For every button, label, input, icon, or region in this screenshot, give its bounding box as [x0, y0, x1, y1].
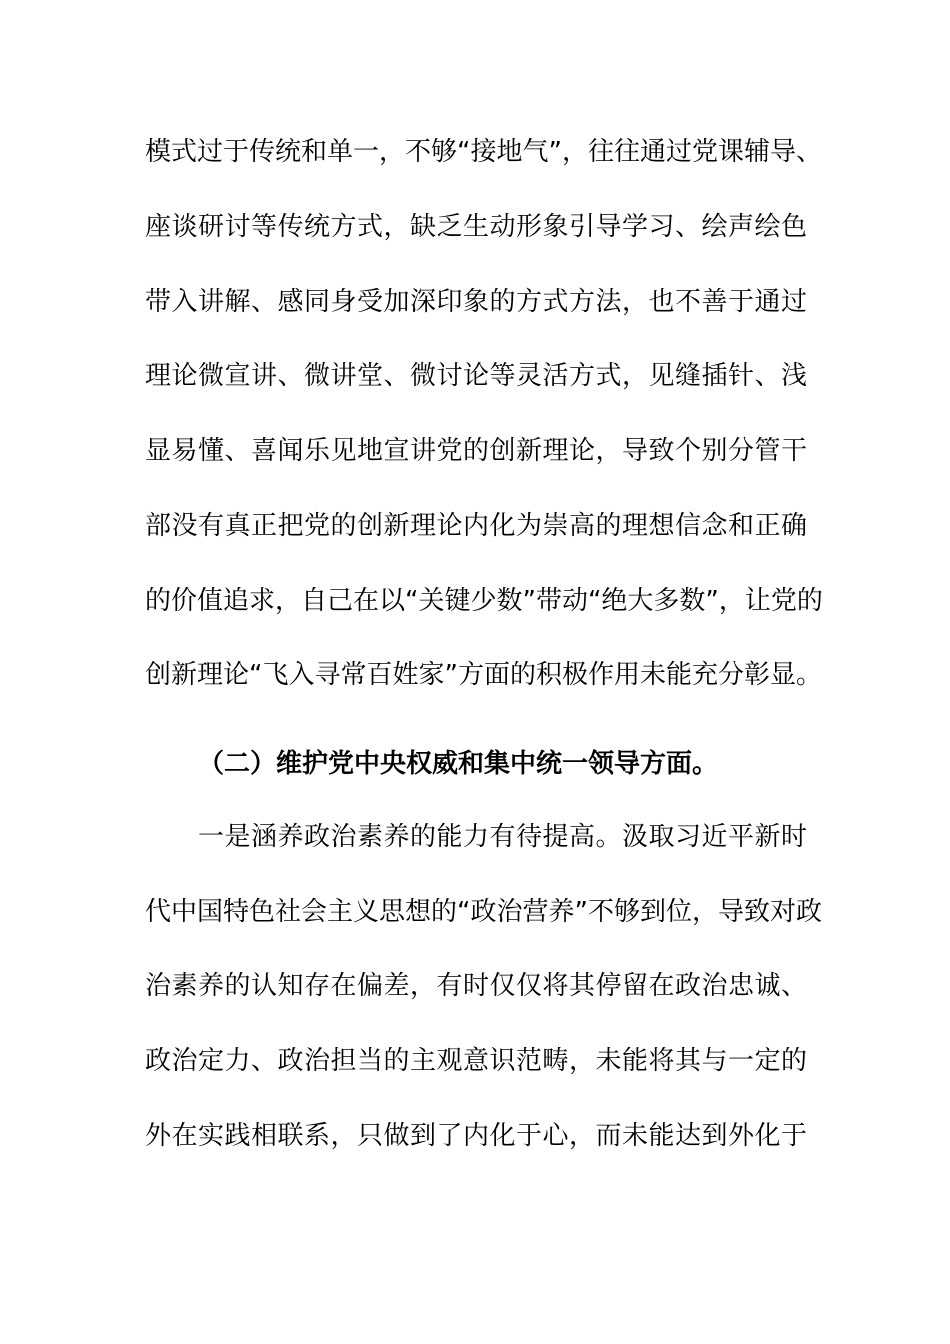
paragraph-2-line-2: 代中国特色社会主义思想的“政治营养”不够到位，导致对政: [145, 897, 822, 927]
paragraph-1-line-2: 座谈研讨等传统方式，缺乏生动形象引导学习、绘声绘色: [145, 212, 807, 242]
paragraph-1-line-5: 显易懂、喜闻乐见地宣讲党的创新理论，导致个别分管干: [145, 436, 807, 466]
paragraph-2-line-4: 政治定力、政治担当的主观意识范畴，未能将其与一定的: [145, 1046, 807, 1076]
paragraph-1-line-6: 部没有真正把党的创新理论内化为崇高的理想信念和正确: [145, 511, 807, 541]
section-heading: （二）维护党中央权威和集中统一领导方面。: [198, 749, 719, 779]
paragraph-2-line-3: 治素养的认知存在偏差，有时仅仅将其停留在政治忠诚、: [145, 971, 807, 1001]
paragraph-2-line-5: 外在实践相联系，只做到了内化于心，而未能达到外化于: [145, 1121, 807, 1151]
paragraph-1-line-7: 的价值追求，自己在以“关键少数”带动“绝大多数”，让党的: [145, 586, 823, 616]
paragraph-1-line-3: 带入讲解、感同身受加深印象的方式方法，也不善于通过: [145, 287, 807, 317]
paragraph-1-line-4: 理论微宣讲、微讲堂、微讨论等灵活方式，见缝插针、浅: [145, 361, 807, 391]
paragraph-1-line-1: 模式过于传统和单一，不够“接地气”，往往通过党课辅导、: [145, 137, 822, 167]
paragraph-2-line-1: 一是涵养政治素养的能力有待提高。汲取习近平新时: [198, 822, 807, 852]
paragraph-1-line-8: 创新理论“飞入寻常百姓家”方面的积极作用未能充分彰显。: [145, 660, 822, 690]
